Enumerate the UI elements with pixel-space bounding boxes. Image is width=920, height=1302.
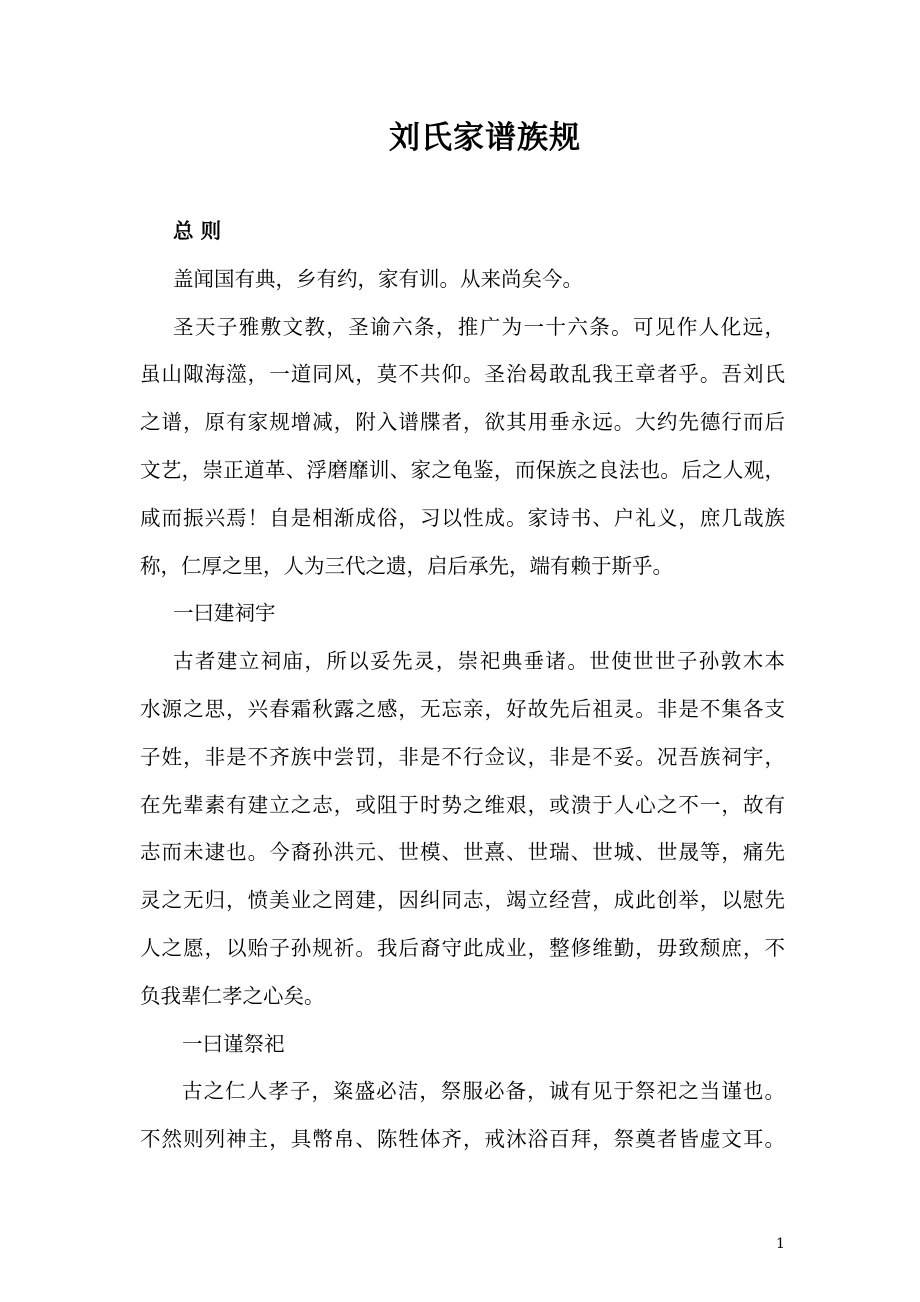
- paragraph-line: 古之仁人孝子，粢盛必洁，祭服必备，诚有见于祭祀之当谨也。: [182, 1079, 785, 1104]
- subsection-heading: 一曰谨祭祀: [182, 1031, 285, 1056]
- paragraph-line: 称，仁厚之里，人为三代之遗，启后承先，端有赖于斯乎。: [140, 553, 673, 578]
- paragraph-line: 不然则列神主，具幣帛、陈牲体齐，戒沐浴百拜，祭奠者皆虚文耳。: [140, 1127, 785, 1152]
- paragraph-line: 盖闻国有典，乡有约，家有训。从来尚矣今。: [173, 266, 583, 291]
- paragraph-line: 负我辈仁孝之心矣。: [140, 983, 325, 1008]
- document-body: [140, 208, 785, 1164]
- paragraph-line: 在先辈素有建立之志，或阻于时势之维艰，或溃于人心之不一，故有: [140, 792, 785, 817]
- section-heading: 总 则: [173, 219, 222, 243]
- subsection-heading: 一曰建祠宇: [173, 601, 276, 626]
- paragraph-line: 虽山陬海澨，一道同风，莫不共仰。圣治曷敢乱我王章者乎。吾刘氏: [140, 362, 785, 387]
- paragraph-line: 文艺，崇正道革、浮磨靡训、家之龟鉴，而保族之良法也。后之人观，: [140, 457, 785, 482]
- page-number: 1: [776, 1236, 785, 1252]
- paragraph-line: 子姓，非是不齐族中尝罚，非是不行佥议，非是不妥。况吾族祠宇，: [140, 744, 785, 769]
- paragraph-line: 人之愿，以贻子孙规祈。我后裔守此成业，整修维勤，毋致颓庶，不: [140, 935, 785, 960]
- paragraph-line: 古者建立祠庙，所以妥先灵，崇祀典垂诸。世使世世子孙敦木本: [173, 649, 785, 674]
- paragraph-line: 圣天子雅敷文教，圣谕六条，推广为一十六条。可见作人化远，: [173, 314, 785, 339]
- paragraph-line: 灵之无归，愤美业之罔建，因纠同志，竭立经营，成此创举，以慰先: [140, 888, 785, 913]
- document-title: 刘氏家谱族规: [389, 120, 581, 156]
- paragraph-line: 志而未逮也。今裔孙洪元、世模、世熹、世瑞、世城、世晟等，痛先: [140, 840, 785, 865]
- paragraph-line: 之谱，原有家规增减，附入谱牒者，欲其用垂永远。大约先德行而后: [140, 410, 785, 435]
- paragraph-line: 水源之思，兴春霜秋露之感，无忘亲，好故先后祖灵。非是不集各支: [140, 696, 785, 721]
- paragraph-line: 咸而振兴焉！自是相渐成俗，习以性成。家诗书、户礼义，庶几哉族: [140, 505, 785, 530]
